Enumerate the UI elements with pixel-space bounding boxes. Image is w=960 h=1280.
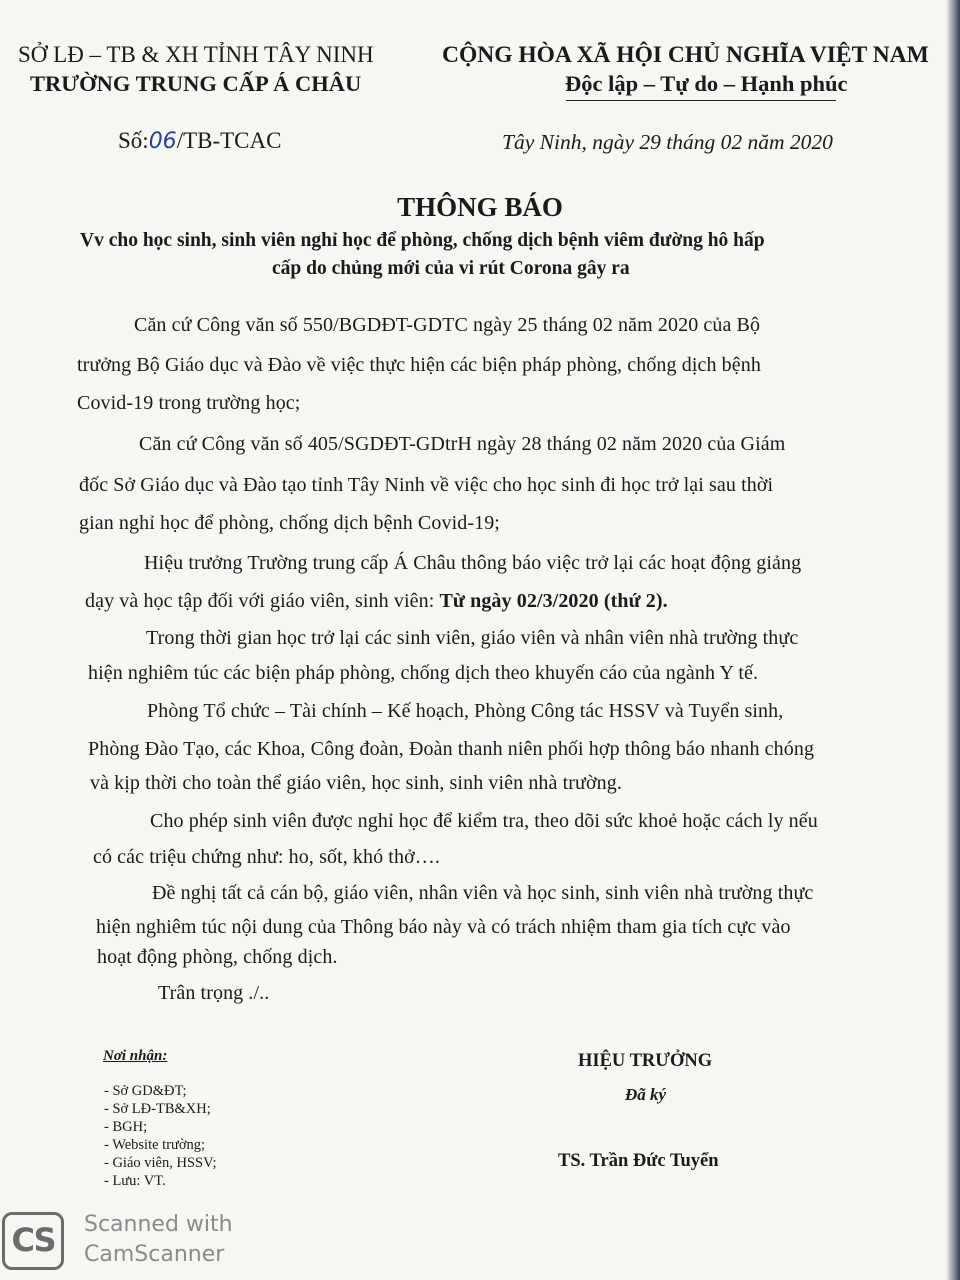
issuing-department: SỞ LĐ – TB & XH TỈNH TÂY NINH	[18, 42, 374, 67]
para1-line1: Căn cứ Công văn số 550/BGDĐT-GDTC ngày 25 tháng 02 năm 2020 của Bộ	[134, 314, 761, 336]
school-name: TRƯỜNG TRUNG CẤP Á CHÂU	[30, 71, 362, 96]
closing-line: Trân trọng ./..	[158, 982, 270, 1004]
recipient-item: - Website trường;	[104, 1137, 206, 1153]
para2-line1: Căn cứ Công văn số 405/SGDĐT-GDtrH ngày 28 tháng 02 năm 2020 của Giám	[139, 433, 786, 455]
camscanner-logo: CS	[2, 1212, 64, 1270]
recipient-item: - BGH;	[104, 1119, 148, 1135]
para6-line1: Cho phép sinh viên được nghỉ học để kiểm tra, theo dõi sức khoẻ hoặc cách ly nếu	[150, 810, 818, 832]
notice-subject-line1: Vv cho học sinh, sinh viên nghỉ học để phòng, chống dịch bệnh viêm đường hô hấp	[80, 230, 765, 251]
notice-subject-line2: cấp do chủng mới của vi rút Corona gây ra	[272, 258, 630, 279]
date-line: Tây Ninh, ngày 29 tháng 02 năm 2020	[502, 130, 833, 154]
para1-line3: Covid-19 trong trường học;	[77, 392, 301, 414]
national-title: CỘNG HÒA XÃ HỘI CHỦ NGHĨA VIỆT NAM	[442, 42, 929, 68]
signer-title: HIỆU TRƯỞNG	[578, 1051, 713, 1071]
para5-line3: và kịp thời cho toàn thể giáo viên, học sinh, sinh viên nhà trường.	[90, 772, 622, 794]
motto-underline	[566, 100, 836, 101]
para5-line2: Phòng Đào Tạo, các Khoa, Công đoàn, Đoàn thanh niên phối hợp thông báo nhanh chóng	[88, 738, 815, 760]
para4-line2: hiện nghiêm túc các biện pháp phòng, chống dịch theo khuyến cáo của ngành Y tế.	[88, 662, 759, 684]
watermark-line2: CamScanner	[84, 1242, 225, 1267]
para3-line2	[85, 590, 668, 613]
doc-number-prefix: Số:	[118, 128, 149, 153]
watermark-line1: Scanned with	[84, 1212, 233, 1237]
recipients-heading: Nơi nhận:	[103, 1048, 168, 1064]
scan-edge-shadow	[946, 0, 960, 1280]
signer-name: TS. Trần Đức Tuyển	[558, 1151, 719, 1171]
para7-line1: Đề nghị tất cả cán bộ, giáo viên, nhân viên và học sinh, sinh viên nhà trường thực	[152, 882, 814, 904]
recipient-item: - Lưu: VT.	[104, 1173, 166, 1189]
recipient-item: - Giáo viên, HSSV;	[104, 1155, 217, 1171]
doc-number-suffix: /TB-TCAC	[176, 128, 282, 153]
para5-line1: Phòng Tổ chức – Tài chính – Kế hoạch, Phòng Công tác HSSV và Tuyển sinh,	[147, 700, 784, 722]
signed-note: Đã ký	[625, 1085, 667, 1104]
para1-line2: trưởng Bộ Giáo dục và Đào về việc thực hiện các biện pháp phòng, chống dịch bệnh	[77, 354, 761, 376]
para3-line2-text: dạy và học tập đối với giáo viên, sinh viên:	[85, 590, 440, 612]
notice-title: THÔNG BÁO	[397, 192, 563, 222]
handwritten-number: 06	[148, 129, 177, 154]
recipient-item: - Sở GD&ĐT;	[104, 1083, 187, 1099]
recipients-list	[104, 1082, 217, 1190]
national-motto: Độc lập – Tự do – Hạnh phúc	[565, 71, 848, 96]
resume-date: Từ ngày 02/3/2020 (thứ 2).	[439, 590, 668, 612]
para6-line2: có các triệu chứng như: ho, sốt, khó thở….	[93, 846, 440, 868]
document-number	[118, 128, 281, 154]
para4-line1: Trong thời gian học trở lại các sinh viên, giáo viên và nhân viên nhà trường thực	[146, 627, 799, 649]
para3-line1: Hiệu trưởng Trường trung cấp Á Châu thông báo việc trở lại các hoạt động giảng	[144, 552, 802, 574]
para2-line3: gian nghỉ học để phòng, chống dịch bệnh Covid-19;	[79, 512, 500, 534]
para7-line2: hiện nghiêm túc nội dung của Thông báo này và có trách nhiệm tham gia tích cực vào	[96, 916, 791, 938]
para2-line2: đốc Sở Giáo dục và Đào tạo tỉnh Tây Ninh về việc cho học sinh đi học trở lại sau thời	[79, 474, 774, 496]
recipient-item: - Sở LĐ-TB&XH;	[104, 1101, 211, 1117]
para7-line3: hoạt động phòng, chống dịch.	[97, 946, 338, 968]
